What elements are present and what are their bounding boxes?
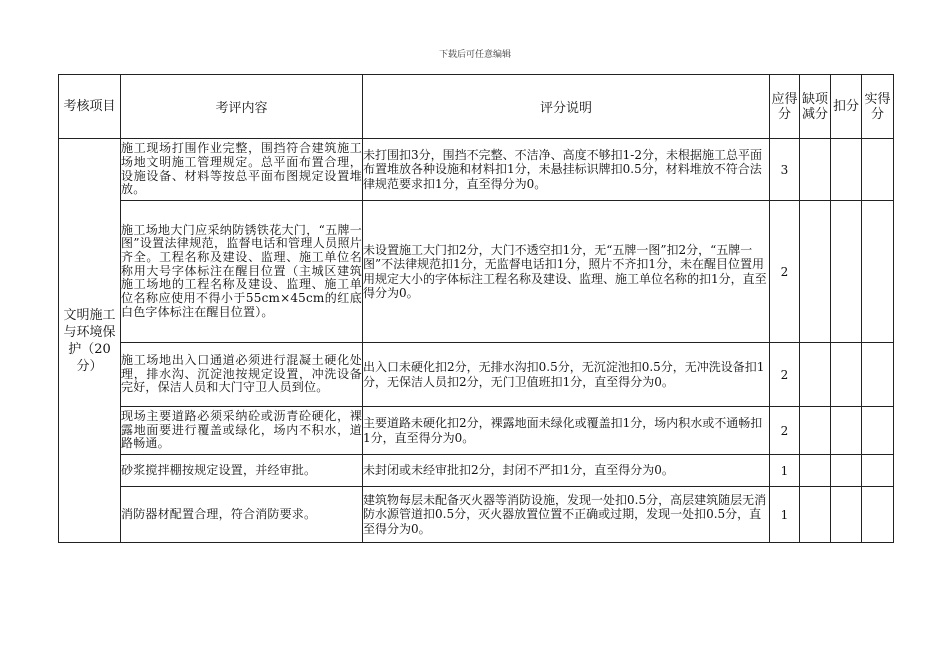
actual-cell xyxy=(862,201,894,343)
score-cell: 3 xyxy=(770,139,800,201)
header-deduct xyxy=(831,75,862,139)
actual-cell xyxy=(862,455,894,487)
actual-cell xyxy=(862,139,894,201)
content-cell: 消防器材配置合理，符合消防要求。 xyxy=(121,487,363,543)
header-content: 考评内容 xyxy=(121,75,363,139)
missing-cell xyxy=(800,343,831,407)
score-cell: 2 xyxy=(770,201,800,343)
description-cell: 建筑物每层未配备灭火器等消防设施，发现一处扣0.5分，高层建筑随层无消防水源管道扣0.5分，灭火器放置位置不正确或过期，发现一处扣0.5分，直至得分为0。 xyxy=(363,487,770,543)
table-row xyxy=(59,343,894,407)
deduct-cell xyxy=(831,455,862,487)
header-missing xyxy=(800,75,831,139)
header-score-text: 应得分 xyxy=(771,91,798,122)
header-deduct-text: 扣分 xyxy=(832,99,859,114)
assessment-table xyxy=(58,74,894,543)
actual-cell xyxy=(862,343,894,407)
table-row xyxy=(59,455,894,487)
deduct-cell xyxy=(831,407,862,455)
table-row xyxy=(59,201,894,343)
missing-cell xyxy=(800,201,831,343)
description-cell: 未打围扣3分，围挡不完整、不洁净、高度不够扣1-2分，未根据施工总平面布置堆放各种设施和材料扣1分，未悬挂标识牌扣0.5分，材料堆放不符合法律规范要求扣1分，直至得分为0。 xyxy=(363,139,770,201)
deduct-cell xyxy=(831,201,862,343)
table-row xyxy=(59,487,894,543)
page-header-note: 下载后可任意编辑 xyxy=(438,50,511,60)
deduct-cell xyxy=(831,343,862,407)
table-row xyxy=(59,139,894,201)
content-cell: 现场主要道路必须采纳砼或沥青砼硬化，裸露地面要进行覆盖或绿化，场内不积水，道路畅通。 xyxy=(121,407,363,455)
header-category xyxy=(59,75,121,139)
deduct-cell xyxy=(831,487,862,543)
content-cell: 施工场地出入口通道必须进行混凝土硬化处理，排水沟、沉淀池按规定设置，冲洗设备完好，保洁人员和大门守卫人员到位。 xyxy=(121,343,363,407)
header-missing-text: 缺项减分 xyxy=(801,91,828,122)
description-cell: 出入口未硬化扣2分，无排水沟扣0.5分，无沉淀池扣0.5分，无冲洗设备扣1分，无保洁人员扣2分，无门卫值班扣1分，直至得分为0。 xyxy=(363,343,770,407)
description-cell: 未封闭或未经审批扣2分，封闭不严扣1分，直至得分为0。 xyxy=(363,455,770,487)
header-score xyxy=(770,75,800,139)
description-cell: 主要道路未硬化扣2分，裸露地面未绿化或覆盖扣1分，场内积水或不通畅扣1分，直至得分为0。 xyxy=(363,407,770,455)
missing-cell xyxy=(800,487,831,543)
content-cell: 施工场地大门应采纳防锈铁花大门，“五牌一图”设置法律规范，监督电话和管理人员照片齐全。工程名称及建设、监理、施工单位名称用大号字体标注在醒目位置（主城区建筑施工场地的工程名称及建设、监理、施工单位名称应使用不得小于55cm×45cm的红底白色字体标注在醒目位置）。 xyxy=(121,201,363,343)
category-cell: 文明施工与环境保护（20分） xyxy=(59,139,121,543)
header-row xyxy=(59,75,894,139)
description-cell: 未设置施工大门扣2分，大门不透空扣1分，无“五牌一图”扣2分，“五牌一图”不法律规范扣1分，无监督电话扣1分，照片不齐扣1分，未在醒目位置用用规定大小的字体标注工程名称及建设、监理、施工单位名称的扣1分，直至得分为0。 xyxy=(363,201,770,343)
header-actual xyxy=(862,75,894,139)
header-description: 评分说明 xyxy=(363,75,770,139)
content-cell: 施工现场打围作业完整，围挡符合建筑施工场地文明施工管理规定。总平面布置合理，设施设备、材料等按总平面布图规定设置堆放。 xyxy=(121,139,363,201)
deduct-cell xyxy=(831,139,862,201)
score-cell: 2 xyxy=(770,407,800,455)
missing-cell xyxy=(800,407,831,455)
score-cell: 2 xyxy=(770,343,800,407)
header-actual-text: 实得分 xyxy=(864,91,891,122)
missing-cell xyxy=(800,455,831,487)
missing-cell xyxy=(800,139,831,201)
score-cell: 1 xyxy=(770,455,800,487)
table-row xyxy=(59,407,894,455)
score-cell: 1 xyxy=(770,487,800,543)
actual-cell xyxy=(862,487,894,543)
content-cell: 砂浆搅拌棚按规定设置，并经审批。 xyxy=(121,455,363,487)
header-category-text: 考核项目 xyxy=(63,98,116,114)
actual-cell xyxy=(862,407,894,455)
